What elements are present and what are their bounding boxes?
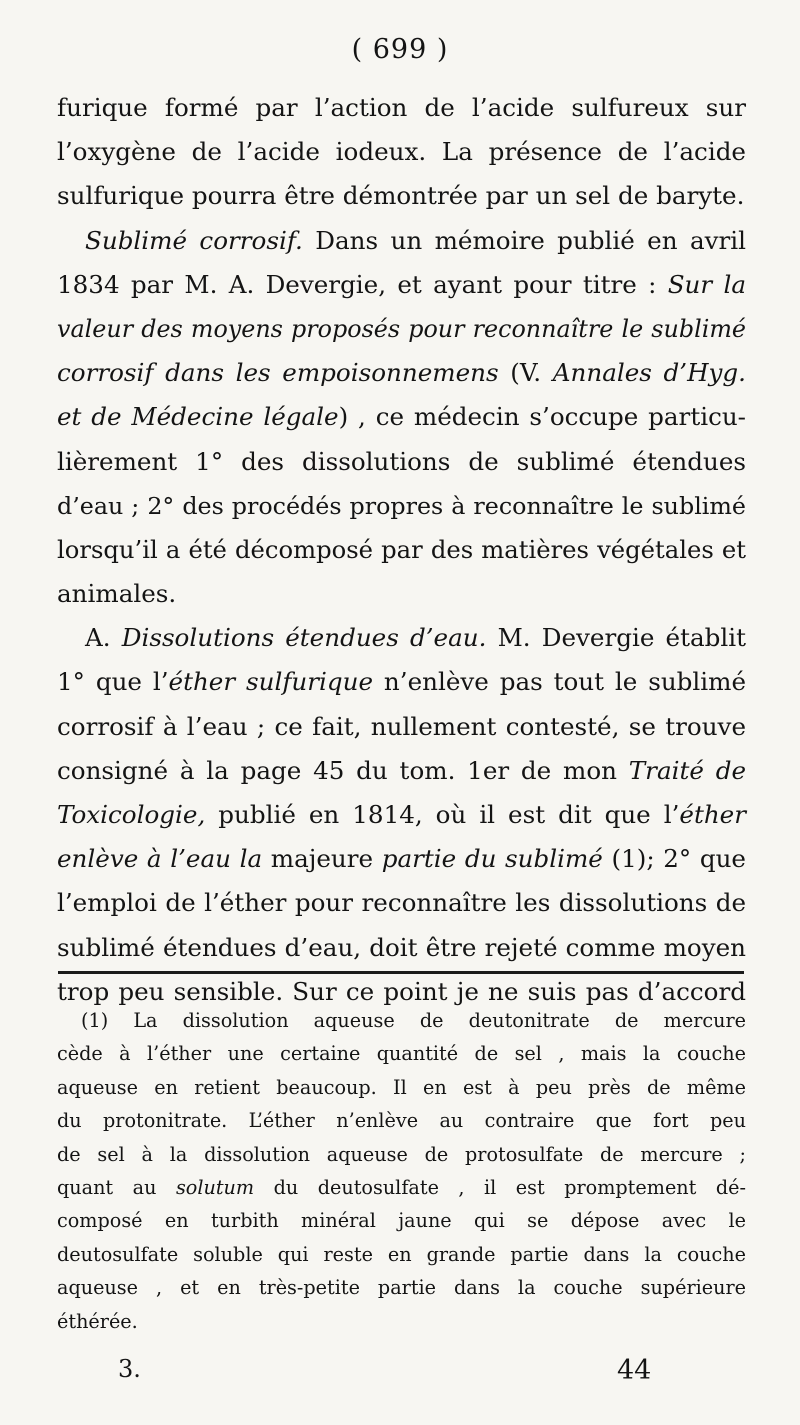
body-text bbox=[57, 86, 746, 1014]
text-run: consigné à la page 45 du tom. 1er de mon bbox=[57, 755, 629, 785]
italic-text: Traité de bbox=[628, 755, 746, 785]
text-run: éthérée. bbox=[57, 1309, 138, 1333]
text-line bbox=[57, 793, 746, 837]
text-run: d’eau ; 2° des procédés propres à reconnaître le sublimé bbox=[57, 491, 746, 520]
text-run: corrosif à l’eau ; ce fait, nullement contesté, se trouve bbox=[57, 711, 746, 741]
text-run: du protonitrate. L’éther n’enlève au contraire que fort peu bbox=[57, 1109, 746, 1133]
text-run: publié en 1814, où il est dit que l’ bbox=[205, 800, 680, 829]
text-run: sulfurique pourra être démontrée par un sel de baryte. bbox=[57, 181, 745, 211]
text-line bbox=[57, 705, 746, 749]
text-line bbox=[57, 130, 746, 174]
text-run: lorsqu’il a été décomposé par des matières végétales et bbox=[57, 534, 746, 564]
text-run: Dans un mémoire publié en avril bbox=[302, 225, 746, 255]
text-run: aqueuse , et en très-petite partie dans la couche supérieure bbox=[57, 1276, 746, 1300]
italic-text: Sur la bbox=[667, 269, 746, 299]
text-run: quant au bbox=[57, 1175, 176, 1199]
text-run: 1834 par M. A. Devergie, et ayant pour titre : bbox=[57, 269, 668, 299]
page-footer bbox=[0, 1355, 800, 1395]
text-run: de sel à la dissolution aqueuse de protosulfate de mercure ; bbox=[57, 1142, 746, 1166]
footnote-line bbox=[57, 1171, 746, 1204]
text-line bbox=[57, 440, 746, 484]
text-run: lièrement 1° des dissolutions de sublimé étendues bbox=[57, 446, 746, 476]
text-run: l’emploi de l’éther pour reconnaître les dissolutions de bbox=[57, 888, 746, 918]
footnote-line bbox=[57, 1305, 746, 1338]
text-run: du deutosulfate , il est promptement dé- bbox=[254, 1175, 746, 1199]
text-line bbox=[57, 616, 746, 660]
text-run: ) , ce médecin s’occupe particu- bbox=[338, 402, 746, 432]
italic-text: éther bbox=[679, 800, 746, 829]
footnote-line bbox=[57, 1037, 746, 1070]
text-line bbox=[57, 926, 746, 970]
italic-text: solutum bbox=[175, 1175, 255, 1199]
footnote-line bbox=[57, 1204, 746, 1237]
text-line bbox=[57, 86, 746, 130]
footnote-line bbox=[57, 1071, 746, 1104]
footnote-line bbox=[57, 1238, 746, 1271]
italic-text: partie du sublimé bbox=[381, 844, 603, 874]
footnote-line bbox=[57, 1004, 746, 1037]
text-run: majeure bbox=[262, 844, 382, 874]
text-run: composé en turbith minéral jaune qui se dépose avec le bbox=[57, 1209, 746, 1233]
text-run: deutosulfate soluble qui reste en grande partie dans la couche bbox=[57, 1242, 746, 1266]
italic-text: enlève à l’eau la bbox=[57, 844, 263, 874]
text-line bbox=[57, 174, 746, 218]
text-line bbox=[57, 749, 746, 793]
text-run: furique formé par l’action de l’acide sulfureux sur bbox=[57, 93, 746, 122]
page-number: ( 699 ) bbox=[351, 34, 449, 65]
italic-text: Toxicologie, bbox=[57, 800, 206, 829]
text-line bbox=[57, 528, 746, 572]
footnote-text bbox=[57, 1004, 746, 1338]
italic-text: valeur des moyens proposés pour reconnaître le sublimé bbox=[57, 314, 746, 343]
text-line bbox=[57, 395, 746, 439]
text-line bbox=[57, 219, 746, 263]
footnote-line bbox=[57, 1104, 746, 1137]
text-run: l’oxygène de l’acide iodeux. La présence de l’acide bbox=[57, 137, 746, 167]
text-line bbox=[57, 881, 746, 925]
text-run: cède à l’éther une certaine quantité de sel , mais la couche bbox=[57, 1042, 746, 1066]
text-run: n’enlève pas tout le sublimé bbox=[373, 667, 747, 697]
text-run: aqueuse en retient beaucoup. Il en est à peu près de même bbox=[57, 1075, 746, 1099]
italic-text: corrosif dans les empoisonnemens bbox=[57, 358, 499, 388]
text-line bbox=[57, 660, 746, 704]
text-run: (1) La dissolution aqueuse de deutonitrate de mercure bbox=[81, 1009, 746, 1032]
text-line bbox=[57, 307, 746, 351]
text-line bbox=[57, 351, 746, 395]
text-line bbox=[57, 484, 746, 528]
italic-text: Sublimé corrosif. bbox=[85, 225, 303, 255]
footnote-line bbox=[57, 1271, 746, 1304]
text-run: sublimé étendues d’eau, doit être rejeté comme moyen bbox=[57, 932, 746, 962]
text-run: A. bbox=[85, 623, 122, 653]
italic-text: Annales d’Hyg. bbox=[552, 358, 746, 388]
italic-text: et de Médecine légale bbox=[57, 402, 339, 432]
text-run: M. Devergie établit bbox=[486, 623, 746, 653]
text-line bbox=[57, 837, 746, 881]
folio-number: 44 bbox=[617, 1355, 652, 1386]
text-run: 1° que l’ bbox=[57, 667, 169, 697]
italic-text: Dissolutions étendues d’eau. bbox=[121, 623, 487, 653]
footnote-line bbox=[57, 1138, 746, 1171]
text-run: trop peu sensible. Sur ce point je ne suis pas d’accord bbox=[57, 976, 746, 1006]
signature-mark: 3. bbox=[118, 1355, 141, 1383]
text-run: (1); 2° que bbox=[602, 844, 746, 874]
italic-text: éther sulfurique bbox=[168, 667, 374, 697]
footnote-rule bbox=[58, 971, 744, 974]
text-line bbox=[57, 263, 746, 307]
text-run: (V. bbox=[498, 358, 553, 388]
text-line bbox=[57, 572, 746, 616]
text-run: animales. bbox=[57, 579, 177, 609]
